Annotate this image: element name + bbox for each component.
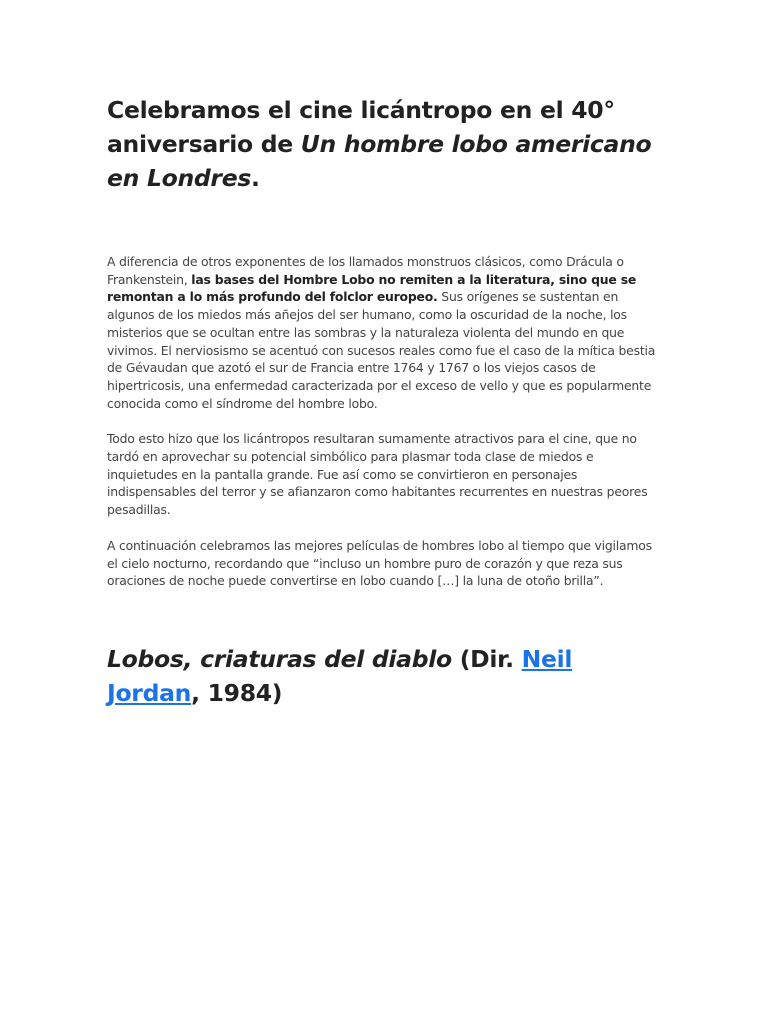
article [107,93,663,710]
intro-lead: A diferencia de otros exponentes de los llamados monstruos clásicos, como Drácula o Frankenstein [107,254,624,287]
section-heading [107,642,663,710]
cinema-paragraph: Todo esto hizo que los licántropos resultaran sumamente atractivos para el cine, que no tardó en aprovechar su potencial simbólico para plasmar toda clase de miedos e inquietudes en la pantalla grande. Fue así como se convirtieron en personajes indispensables del terror y se afianzaron como habitantes recurrentes en nuestras peores pesadillas. [107,431,648,518]
intro-rest: Sus orígenes se sustentan en algunos de los miedos más añejos del ser humano, como la oscuridad de la noche, los misterios que se ocultan entre las sombras y la naturaleza violenta del mundo en que vivimos. El nerviosismo se acentuó con sucesos reales como fue el caso de la mítica bestia de Gévaudan que azotó el sur de Francia entre 1764 y 1767 o los viejos casos de hipertricosis, una enfermedad caracterizada por el exceso de vello y que es popularmente conocida como el síndrome del hombre lobo. [107,289,656,411]
intro-comma: , [183,271,192,287]
intro-paragraph [107,253,663,412]
article-title [107,93,663,195]
section-film-name: Lobos, criaturas del diablo [107,644,452,673]
list-intro-paragraph: A continuación celebramos las mejores películas de hombres lobo al tiempo que vigilamos el cielo nocturno, recordando que “incluso un hombre puro de corazón y que reza sus oraciones de noche puede convertirse en lobo cuando […] la luna de otoño brilla”. [107,537,652,589]
section-year: , 1984) [191,678,283,707]
intro-bold-statement: las bases del Hombre Lobo no remiten a la literatura, sino que se remontan a lo más profundo del folclor europeo. [107,271,637,305]
title-film-name: Un hombre lobo americano en Londres [107,130,652,192]
section-dir-prefix: (Dir. [451,644,522,673]
title-text: Celebramos el cine licántropo en el 40° aniversario de [107,96,615,158]
director-link[interactable]: Neil Jordan [107,644,573,707]
title-period: . [251,164,260,192]
